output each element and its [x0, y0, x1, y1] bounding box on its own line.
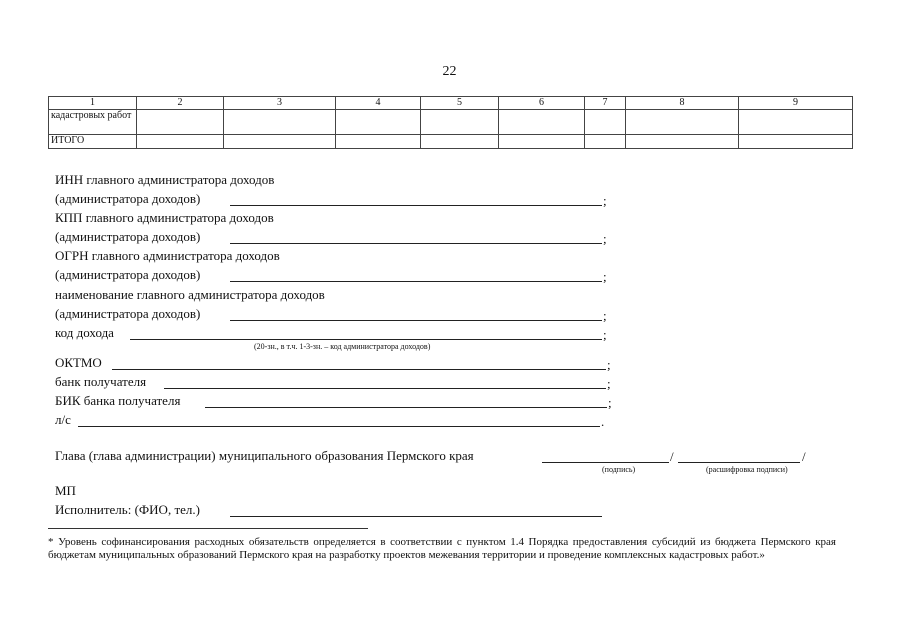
page-number: 22 — [442, 64, 457, 79]
table-cell — [224, 110, 336, 135]
table-cell — [739, 135, 853, 149]
table-header-cell: 6 — [499, 97, 585, 110]
inn-semicolon: ; — [603, 193, 607, 208]
account-period: . — [601, 414, 605, 429]
kpp-label: КПП главного администратора доходов — [55, 210, 274, 225]
table-header-cell: 9 — [739, 97, 853, 110]
inn-label: ИНН главного администратора доходов — [55, 172, 275, 187]
bank-semicolon: ; — [607, 376, 611, 391]
table-header-cell: 2 — [137, 97, 224, 110]
footnote-divider — [48, 528, 368, 529]
table-header-cell: 1 — [49, 97, 137, 110]
table-header-cell: 5 — [421, 97, 499, 110]
admin-name-field-line[interactable] — [230, 320, 602, 321]
ogrn-field-line[interactable] — [230, 281, 602, 282]
kpp-semicolon: ; — [603, 231, 607, 246]
admin-name-label: наименование главного администратора доходов — [55, 287, 325, 302]
table-cell — [137, 135, 224, 149]
table-cell: кадастровых работ — [49, 110, 137, 135]
table-cell — [626, 110, 739, 135]
table-header-cell: 3 — [224, 97, 336, 110]
income-code-semicolon: ; — [603, 327, 607, 342]
account-field-line[interactable] — [78, 426, 600, 427]
table-cell — [499, 110, 585, 135]
signature-slash-end: / — [802, 449, 806, 464]
signature-decode-field-line[interactable] — [678, 462, 800, 463]
table-header-cell: 4 — [336, 97, 421, 110]
table-cell — [585, 135, 626, 149]
admin-name-semicolon: ; — [603, 308, 607, 323]
income-code-note: (20-зн., в т.ч. 1-3-зн. – код администратора доходов) — [254, 342, 431, 351]
table-cell — [499, 135, 585, 149]
table-row-total — [49, 135, 853, 149]
oktmo-field-line[interactable] — [112, 369, 606, 370]
table-header-cell: 8 — [626, 97, 739, 110]
table-header-cell: 7 — [585, 97, 626, 110]
bik-label: БИК банка получателя — [55, 393, 181, 408]
executor-label: Исполнитель: (ФИО, тел.) — [55, 502, 200, 517]
stamp-placeholder: МП — [55, 483, 76, 498]
bank-label: банк получателя — [55, 374, 147, 389]
table-cell — [336, 110, 421, 135]
signature-decode-note: (расшифровка подписи) — [706, 465, 788, 474]
signature-slash: / — [670, 449, 674, 464]
ogrn-label-cont: (администратора доходов) — [55, 267, 201, 282]
table-cell — [421, 135, 499, 149]
table-cell — [739, 110, 853, 135]
footnote: * Уровень софинансирования расходных обязательств определяется в соответствии с пунктом 1.4 Порядка предоставления субсидий из бюджета Пермского края бюджетам муниципальных образований Пермского края на разработку проектов межевания территории и проведение комплексных кадастровых работ.» — [48, 536, 836, 561]
bik-semicolon: ; — [608, 395, 612, 410]
ogrn-label: ОГРН главного администратора доходов — [55, 248, 280, 263]
kpp-label-cont: (администратора доходов) — [55, 229, 201, 244]
table-cell — [224, 135, 336, 149]
executor-field-line[interactable] — [230, 516, 602, 517]
inn-label-cont: (администратора доходов) — [55, 191, 201, 206]
income-code-label: код дохода — [55, 325, 114, 340]
admin-name-label-cont: (администратора доходов) — [55, 306, 201, 321]
inn-field-line[interactable] — [230, 205, 602, 206]
signature-note: (подпись) — [602, 465, 636, 474]
table-cell — [585, 110, 626, 135]
head-signature-label: Глава (глава администрации) муниципального образования Пермского края — [55, 448, 474, 463]
oktmo-label: ОКТМО — [55, 355, 102, 370]
table-cell — [626, 135, 739, 149]
income-code-field-line[interactable] — [130, 339, 602, 340]
signature-field-line[interactable] — [542, 462, 669, 463]
table-cell — [336, 135, 421, 149]
data-table — [48, 96, 853, 149]
kpp-field-line[interactable] — [230, 243, 602, 244]
bik-field-line[interactable] — [205, 407, 607, 408]
table-row — [49, 110, 853, 135]
table-cell — [137, 110, 224, 135]
oktmo-semicolon: ; — [607, 357, 611, 372]
table-header-row — [49, 97, 853, 110]
account-label: л/с — [55, 412, 71, 427]
bank-field-line[interactable] — [164, 388, 606, 389]
table-cell: ИТОГО — [49, 135, 137, 149]
ogrn-semicolon: ; — [603, 269, 607, 284]
table-cell — [421, 110, 499, 135]
